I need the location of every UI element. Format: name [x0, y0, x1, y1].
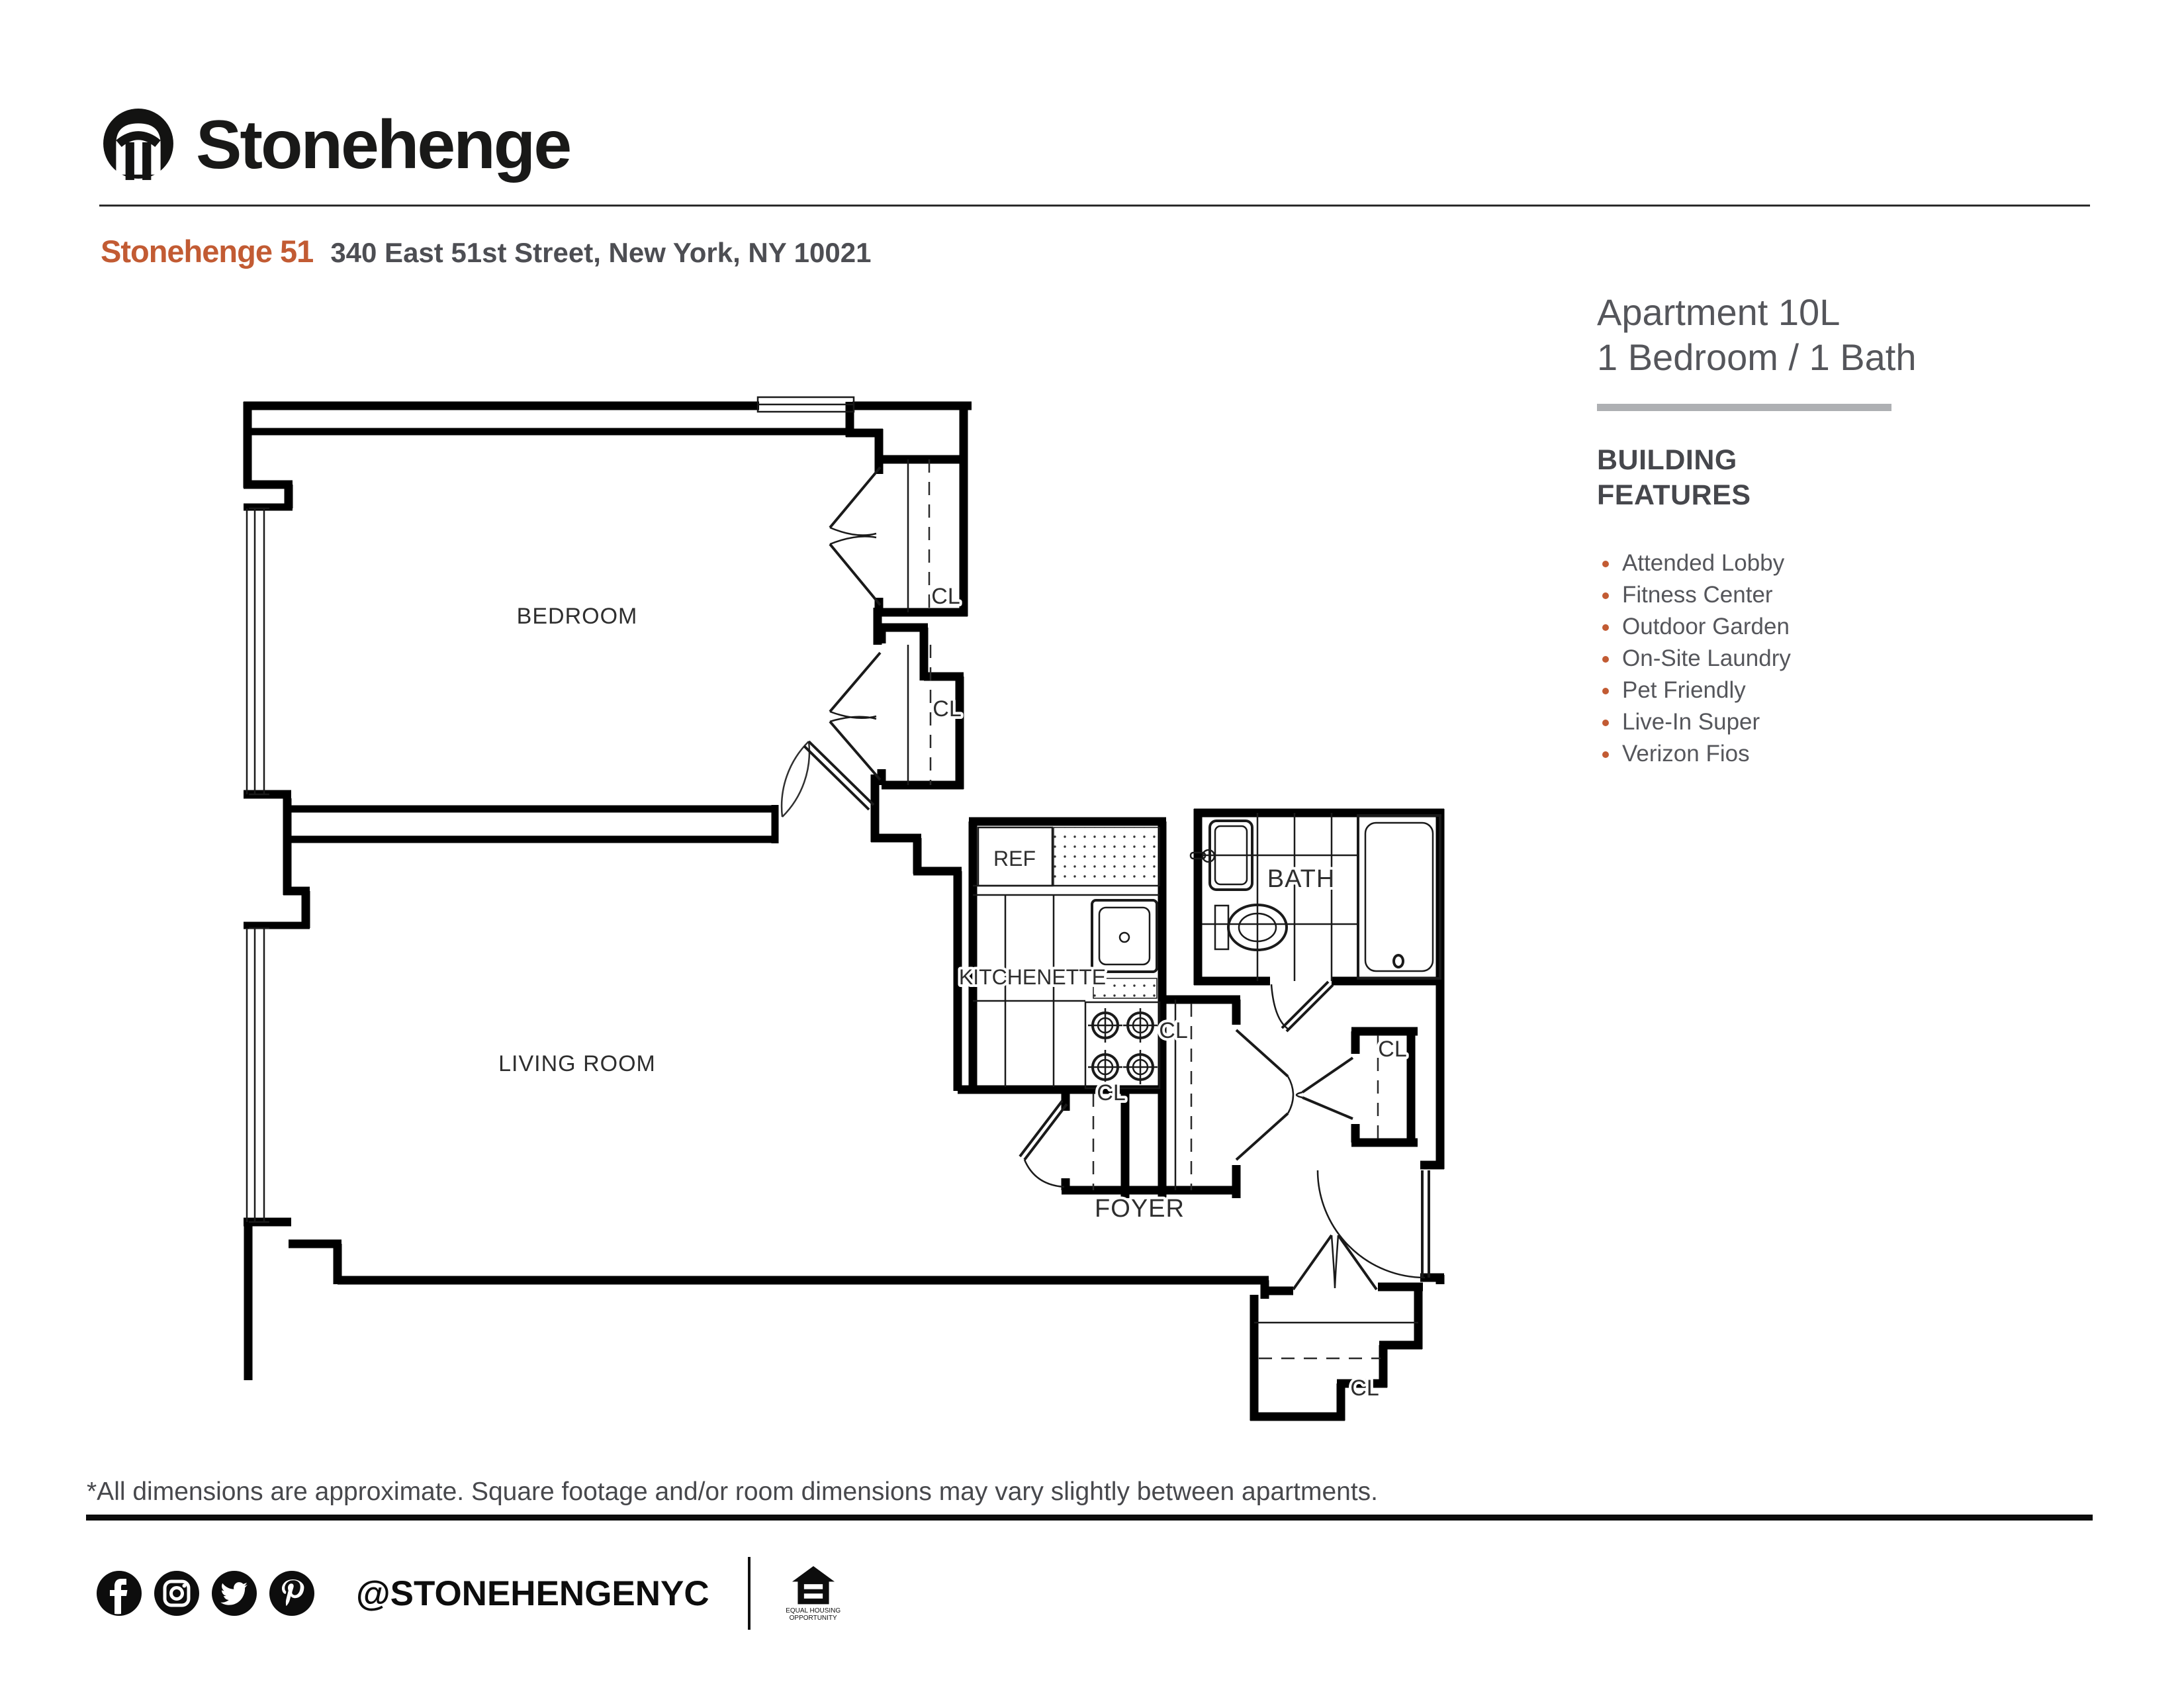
- closet-label: CL: [931, 584, 960, 609]
- footer-social-row: [96, 1557, 850, 1630]
- social-handle: @STONEHENGENYC: [356, 1573, 709, 1613]
- feature-item: On-Site Laundry: [1597, 643, 2100, 675]
- disclaimer-text: *All dimensions are approximate. Square footage and/or room dimensions may vary slightly between apartments.: [87, 1477, 1378, 1506]
- divider-walls: [244, 432, 847, 925]
- feature-item: Fitness Center: [1597, 579, 2100, 611]
- bath-label: BATH: [1267, 865, 1336, 893]
- apartment-number: Apartment 10L: [1597, 291, 1841, 333]
- facebook-icon: [96, 1570, 142, 1617]
- exterior-walls: [244, 402, 1269, 1380]
- bathtub: [1358, 816, 1440, 978]
- closet-label: CL: [1097, 1080, 1126, 1105]
- pinterest-icon: [269, 1570, 315, 1617]
- instagram-icon: [154, 1570, 200, 1617]
- equal-housing-logo: EQUAL HOUSING OPPORTUNITY: [777, 1565, 850, 1622]
- window-top: [758, 397, 854, 412]
- closet-label: CL: [1378, 1037, 1407, 1062]
- living-room-label: LIVING ROOM: [498, 1051, 656, 1076]
- apartment-bed-bath: 1 Bedroom / 1 Bath: [1597, 336, 1917, 378]
- foyer-label: FOYER: [1095, 1195, 1185, 1223]
- window-living-left: [247, 928, 269, 1222]
- kitchenette-label: KITCHENETTE: [958, 965, 1107, 989]
- counter-hatch: [1054, 827, 1160, 886]
- brand-wordmark: Stonehenge: [196, 107, 570, 183]
- closet-label: CL: [1159, 1018, 1188, 1043]
- closet-label: CL: [1350, 1376, 1379, 1401]
- twitter-icon: [211, 1570, 257, 1617]
- closet-label: CL: [933, 696, 962, 722]
- bath-fixtures: [1191, 813, 1440, 981]
- kitchen-sink: [1092, 900, 1157, 972]
- feature-item: Attended Lobby: [1597, 547, 2100, 579]
- feature-item: Live-In Super: [1597, 706, 2100, 738]
- feature-item: Verizon Fios: [1597, 738, 2100, 770]
- toilet: [1215, 905, 1287, 950]
- property-street-address: 340 East 51st Street, New York, NY 10021: [330, 237, 872, 268]
- property-name: Stonehenge 51: [101, 234, 314, 269]
- window-bedroom-left: [247, 508, 269, 794]
- closet-rod-lines: [929, 459, 1381, 1358]
- footer-vertical-divider: [748, 1557, 751, 1630]
- building-features-heading: BUILDING FEATURES: [1597, 444, 1751, 511]
- feature-item: Pet Friendly: [1597, 675, 2100, 706]
- stove: [1085, 1002, 1160, 1088]
- ref-label: REF: [993, 847, 1036, 870]
- equal-housing-icon: [792, 1565, 835, 1607]
- footer-divider: [86, 1515, 2093, 1521]
- bedroom-label: BEDROOM: [516, 604, 638, 629]
- feature-item: Outdoor Garden: [1597, 611, 2100, 643]
